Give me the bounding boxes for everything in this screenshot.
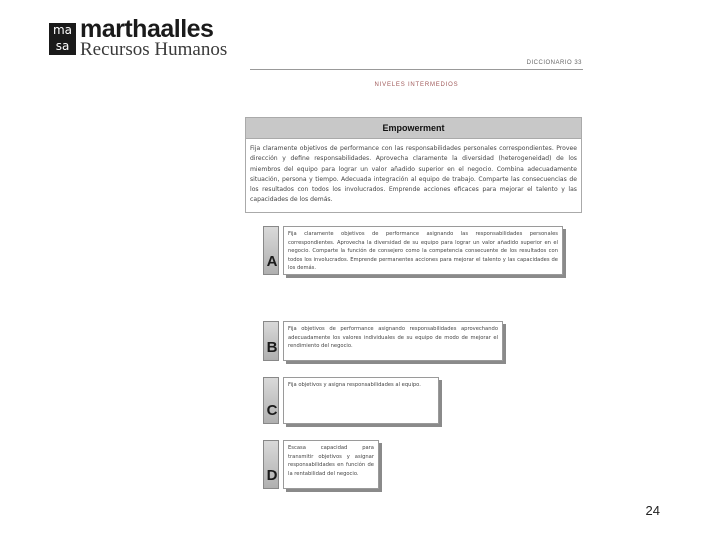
competency-title: Empowerment — [246, 118, 581, 139]
level-description: Escasa capacidad para transmitir objetivos y asignar responsabilidades en función de la rentabilidad del negocio. — [283, 440, 379, 489]
logo-subtitle: Recursos Humanos — [80, 39, 228, 60]
level-d — [263, 440, 379, 489]
level-letter: A — [266, 253, 278, 270]
level-a — [263, 226, 563, 275]
level-c — [263, 377, 439, 424]
level-letter: B — [266, 339, 278, 356]
level-description: Fija objetivos de performance asignando responsabilidades aprovechando adecuadamente los valores individuales de su equipo de modo de mejorar el rendimiento del negocio. — [283, 321, 503, 361]
level-tab — [263, 321, 279, 361]
level-letter: D — [266, 467, 278, 484]
competency-definition: Fija claramente objetivos de performance con las responsabilidades personales correspondientes. Provee dirección y define responsabilidades. Aprovecha claramente la diversidad (heterogeneidad) de los miembros del equipo para lograr un valor añadido superior en el negocio. Combina adecuadamente situación, persona y tiempo. Adecuada integración al equipo de trabajo. Comparte las consecuencias de los resultados con todos los involucrados. Emprende acciones eficaces para mejorar el talento y las capacidades de los demás. — [250, 145, 577, 204]
level-tab — [263, 377, 279, 424]
level-b — [263, 321, 503, 361]
logo-mark-top: ma — [52, 23, 73, 37]
logo-mark-bottom: sa — [55, 39, 70, 53]
level-letter: C — [266, 402, 278, 419]
header-divider — [250, 69, 583, 70]
logo-mark — [49, 23, 76, 55]
level-description: Fija claramente objetivos de performance asignando las responsabilidades personales correspondientes. Aprovecha la diversidad de su equipo para lograr un valor añadido superior en el negocio. Comparte la función de consejero como la competencia consecuente de los resultados con todos los involucrados. Emprende permanentes acciones para mejorar el talento y las capacidades de los demás. — [283, 226, 563, 275]
level-tab — [263, 440, 279, 489]
level-tab — [263, 226, 279, 275]
section-title: NIVELES INTERMEDIOS — [374, 82, 459, 88]
document-page-label: DICCIONARIO 33 — [526, 60, 582, 66]
logo-name: marthaalles — [80, 15, 214, 43]
level-description: Fija objetivos y asigna responsabilidades al equipo. — [283, 377, 439, 424]
competency-definition-box — [245, 117, 582, 213]
slide-page-number: 24 — [645, 503, 660, 518]
